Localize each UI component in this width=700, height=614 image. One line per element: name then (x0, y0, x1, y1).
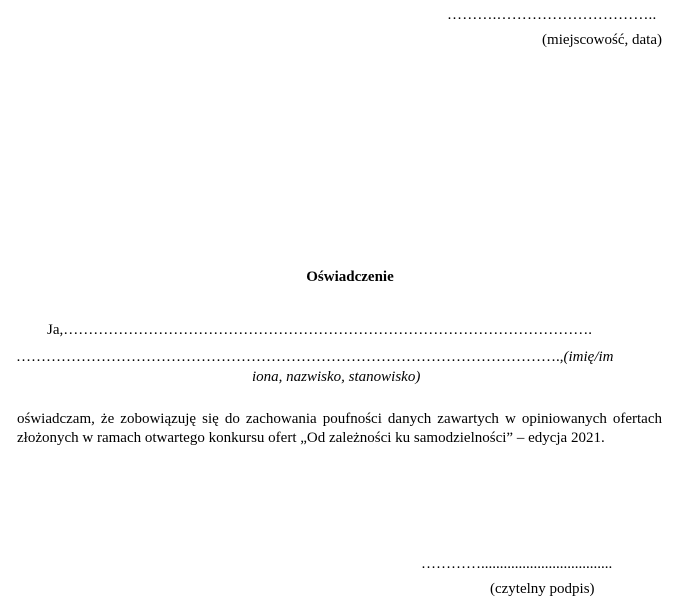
signature-line: …………................................... (421, 556, 613, 572)
declarant-line: Ja,……………………………………………………………………………………………. (47, 322, 592, 338)
name-fill-dots: ………………………………………………………………………………………………., (16, 349, 564, 365)
name-fill-line (16, 348, 614, 366)
name-label-start: (imię/im (563, 349, 614, 365)
name-label-end: iona, nazwisko, stanowisko) (252, 369, 421, 385)
signature-label: (czytelny podpis) (490, 581, 595, 597)
statement-paragraph: oświadczam, że zobowiązuję się do zachowania poufności danych zawartych w opiniowanych ofertach złożonych w ramach otwartego konkursu ofert „Od zależności ku samodzielności” – edycja 2021. (17, 411, 662, 446)
place-date-label: (miejscowość, data) (542, 32, 662, 48)
place-date-line: ……….………………………….. (447, 7, 657, 23)
document-title: Oświadczenie (306, 269, 394, 285)
